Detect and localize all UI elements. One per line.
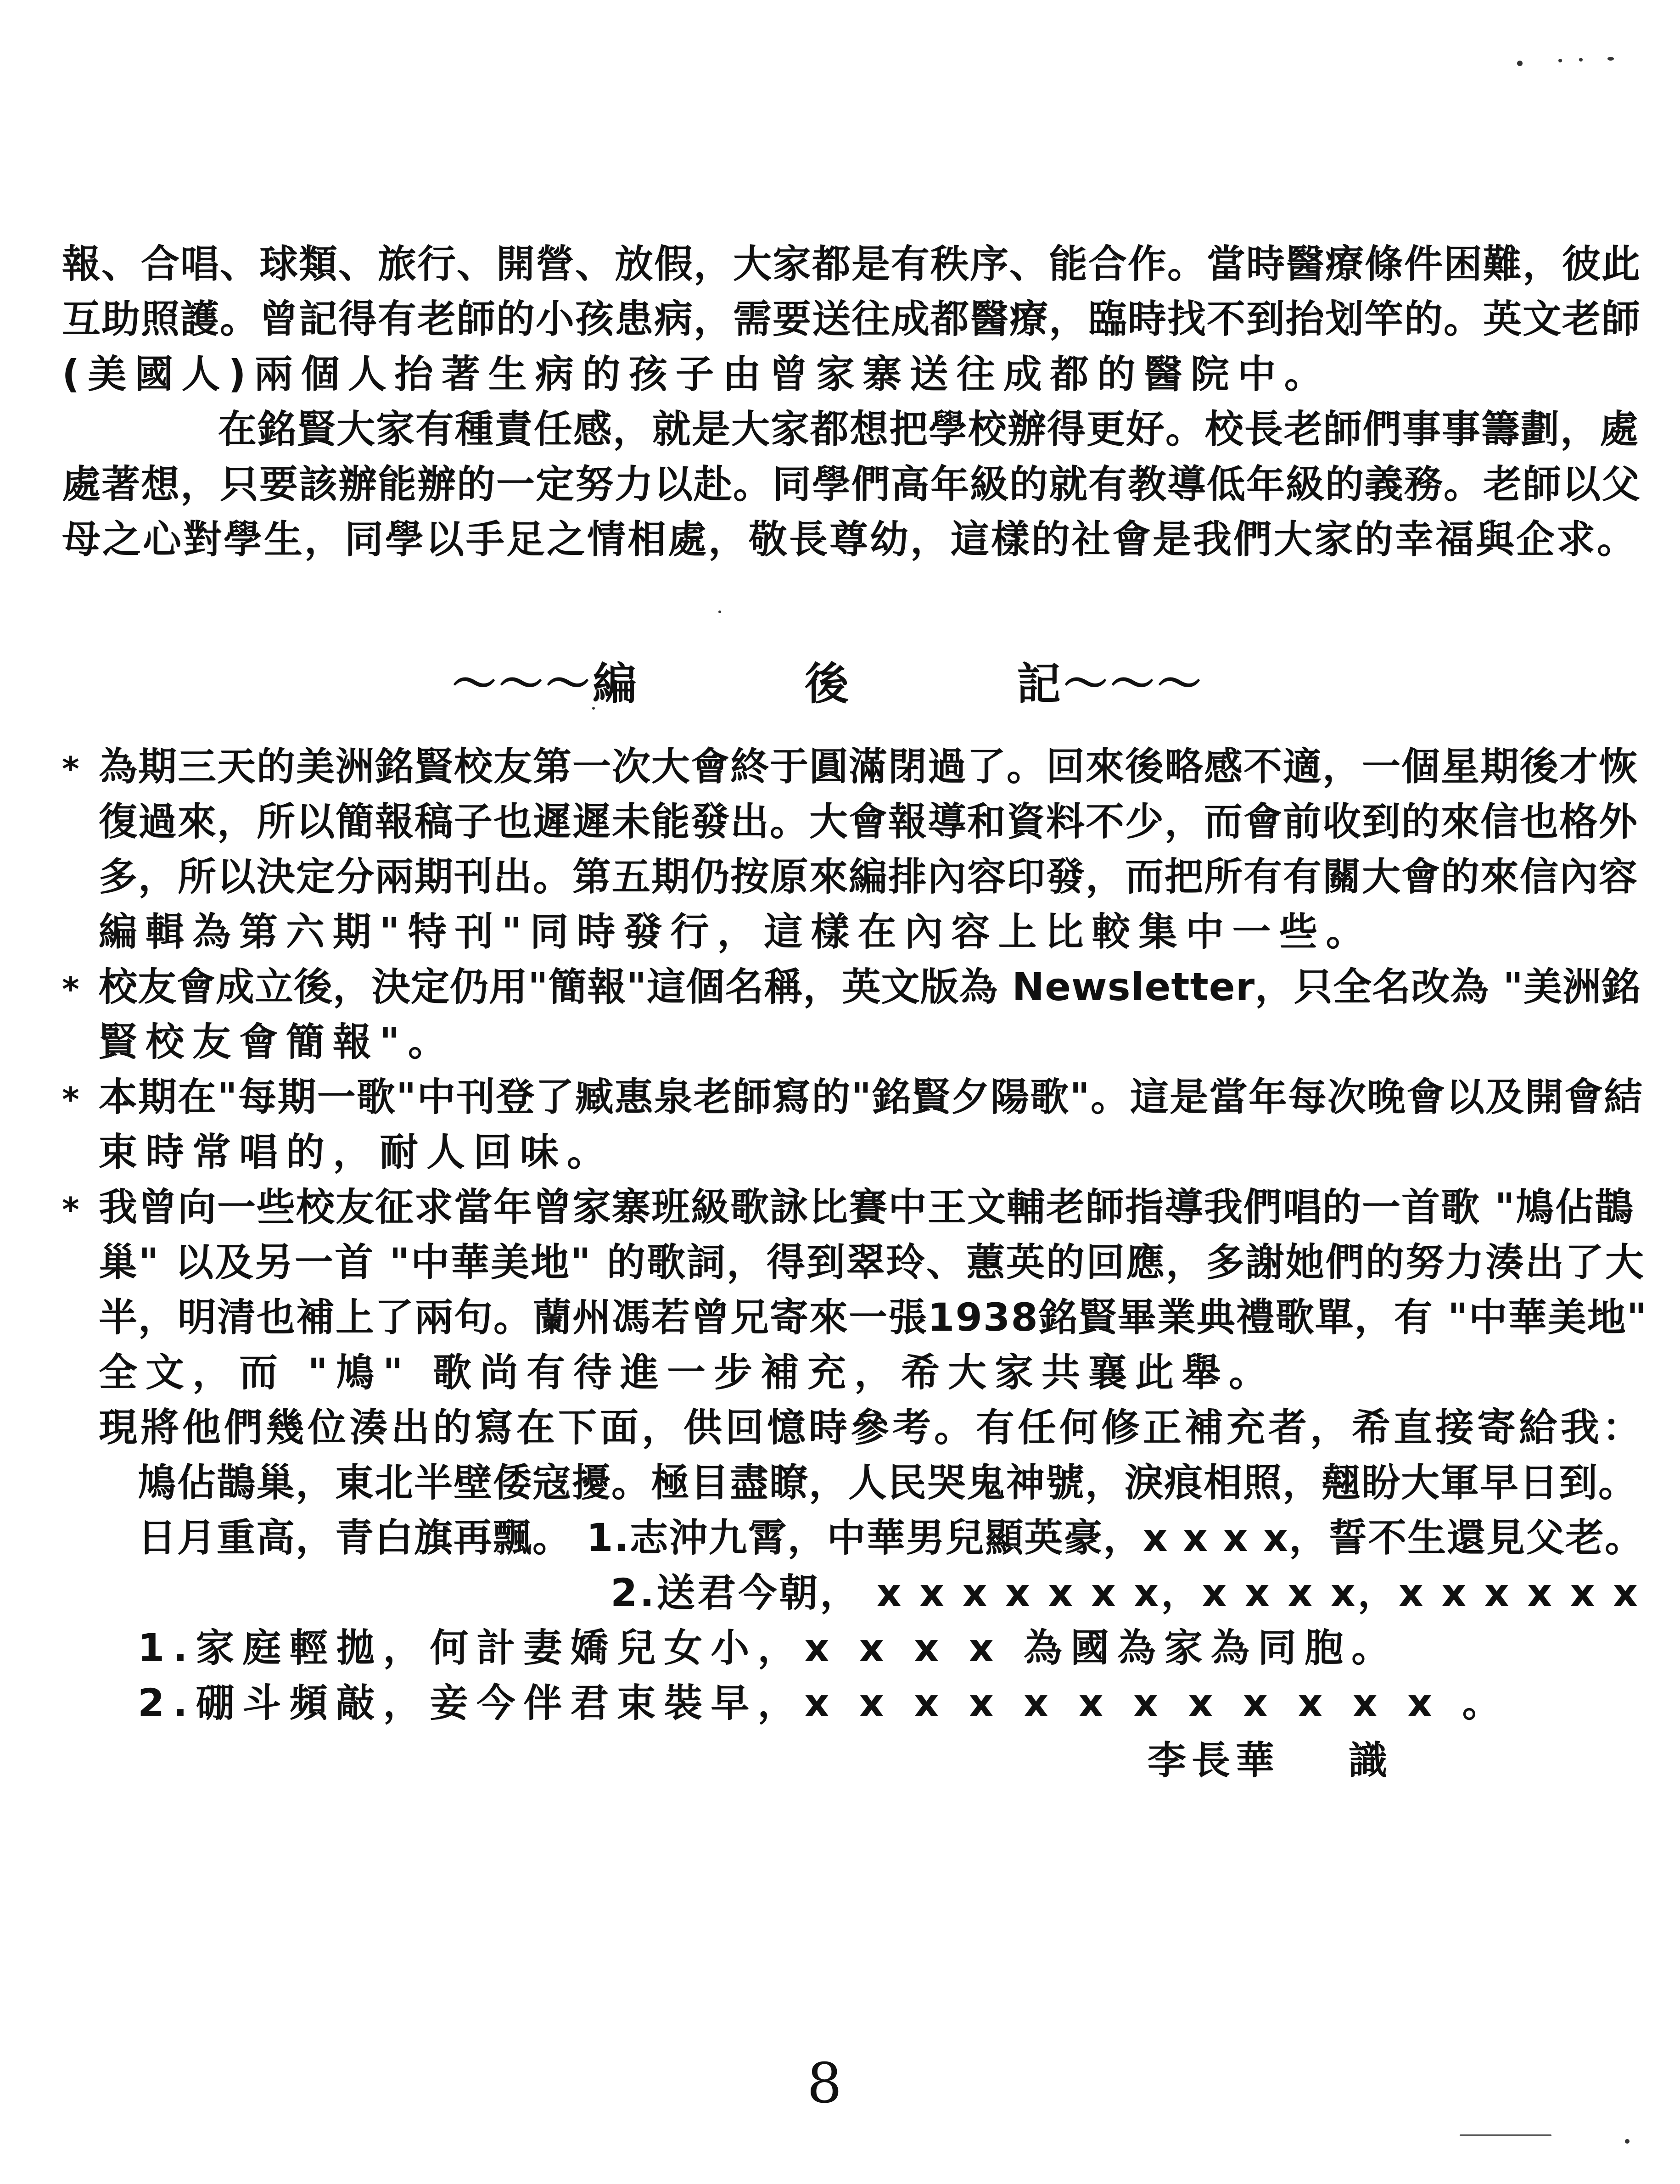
- scan-speckle: [1517, 61, 1523, 66]
- page-number: 8: [807, 2052, 842, 2116]
- intro-line-2: 互助照護。曾記得有老師的小孩患病，需要送往成都醫療，臨時找不到抬划竿的。英文老師: [62, 297, 1641, 342]
- note1-line-2: 復過來，所以簡報稿子也遲遲未能發出。大會報導和資料不少，而會前收到的來信也格外: [99, 799, 1639, 844]
- bullet-marker: *: [62, 750, 79, 788]
- bullet-marker: *: [62, 1080, 79, 1119]
- heading-prefix: ～～～編: [452, 658, 639, 710]
- scan-speckle: [718, 610, 721, 613]
- note1-line-3: 多，所以決定分兩期刊出。第五期仍按原來編排內容印發，而把所有有關大會的來信內容: [99, 854, 1639, 899]
- intro-line-6: 母之心對學生，同學以手足之情相處，敬長尊幼，這樣的社會是我們大家的幸福與企求。: [62, 517, 1638, 562]
- note1-line-1: 為期三天的美洲銘賢校友第一次大會終于圓滿閉過了。回來後略感不適，一個星期後才恢: [99, 744, 1639, 789]
- scan-speckle: [1579, 58, 1583, 62]
- note2-line-1: 校友會成立後，決定仍用"簡報"這個名稱，英文版為 Newsletter，只全名改為 "美洲銘: [99, 964, 1641, 1009]
- note3-line-1: 本期在"每期一歌"中刊登了臧惠泉老師寫的"銘賢夕陽歌"。這是當年每次晚會以及開會結: [99, 1075, 1644, 1120]
- scan-speckle: [1558, 59, 1562, 62]
- intro-line-3: (美國人)兩個人抬著生病的孩子由曾家寨送往成都的醫院中。: [62, 352, 1331, 397]
- signature: [1148, 1735, 1393, 1786]
- intro-line-5: 處著想，只要該辦能辦的一定努力以赴。同學們高年級的就有教導低年級的義務。老師以父: [62, 462, 1641, 507]
- scan-speckle: [1625, 2139, 1630, 2144]
- note2-line-2: 賢校友會簡報"。: [99, 1019, 455, 1064]
- signature-suffix: 識: [1349, 1738, 1393, 1783]
- heading-middle: 後: [805, 658, 851, 710]
- note1-line-4: 編輯為第六期"特刊"同時發行，這樣在內容上比較集中一些。: [99, 909, 1373, 954]
- afterword-heading: [452, 656, 1204, 711]
- follow-line: 現將他們幾位湊出的寫在下面，供回憶時參考。有任何修正補充者，希直接寄給我：: [99, 1405, 1645, 1450]
- bullet-marker: *: [62, 1190, 79, 1229]
- intro-line-4: 在銘賢大家有種責任感，就是大家都想把學校辦得更好。校長老師們事事籌劃，處: [218, 407, 1640, 452]
- lyric-line-4: 1.家庭輕拋，何計妻嬌兒女小，x x x x 為國為家為同胞。: [138, 1625, 1399, 1670]
- intro-line-1: 報、合唱、球類、旅行、開營、放假，大家都是有秩序、能合作。當時醫療條件困難，彼此: [62, 241, 1641, 286]
- signature-name: 李長華: [1148, 1738, 1280, 1783]
- heading-suffix: 記～～～: [1017, 658, 1204, 710]
- note4-line-4: 全文，而 "鳩" 歌尚有待進一步補充，希大家共襄此舉。: [99, 1350, 1276, 1395]
- note3-line-2: 束時常唱的，耐人回味。: [99, 1130, 614, 1175]
- scan-speckle: [1460, 2134, 1551, 2136]
- note4-line-2: 巢" 以及另一首 "中華美地" 的歌詞，得到翠玲、蕙英的回應，多謝她們的努力湊出了大: [99, 1240, 1646, 1285]
- lyric-line-3: 2.送君今朝， x x x x x x x，x x x x，x x x x x x: [610, 1570, 1641, 1615]
- lyric-line-2: 日月重高，青白旗再飄。 1.志沖九霄，中華男兒顯英豪，x x x x，誓不生還見父老。: [138, 1515, 1645, 1560]
- scan-speckle: [1607, 57, 1614, 61]
- note4-line-1: 我曾向一些校友征求當年曾家寨班級歌詠比賽中王文輔老師指導我們唱的一首歌 "鳩佔鵲: [99, 1185, 1635, 1230]
- lyric-line-5: 2.硼斗頻敲，妾今伴君束裝早，x x x x x x x x x x x x 。: [138, 1680, 1509, 1725]
- lyric-line-1: 鳩佔鵲巢，東北半壁倭寇擾。極目盡瞭，人民哭鬼神號，淚痕相照，翹盼大軍早日到。: [138, 1460, 1638, 1505]
- bullet-marker: *: [62, 970, 79, 1008]
- note4-line-3: 半，明清也補上了兩句。蘭州馮若曾兄寄來一張1938銘賢畢業典禮歌單，有 "中華美地": [99, 1295, 1648, 1340]
